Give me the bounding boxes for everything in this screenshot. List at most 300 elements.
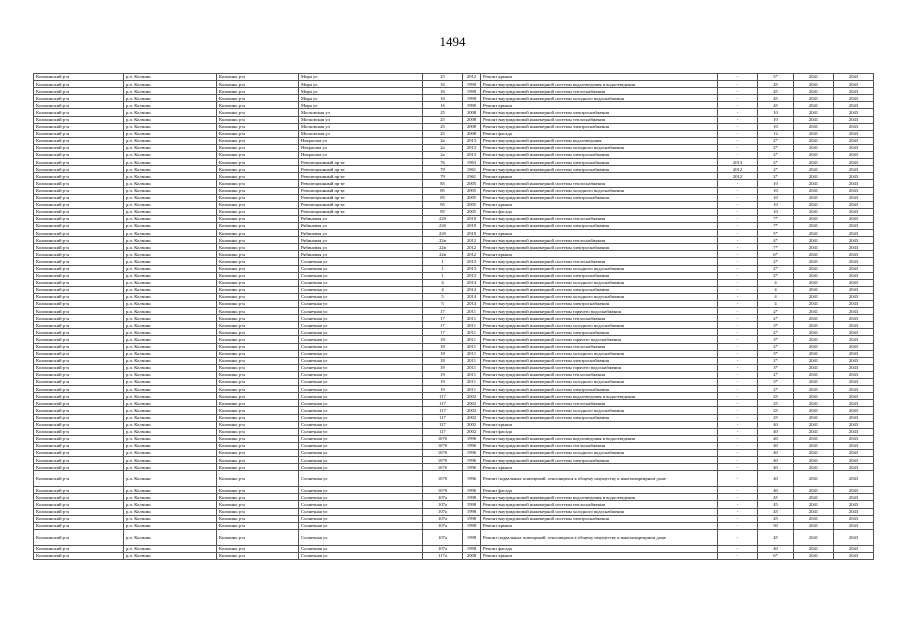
year-built-cell: 2011 xyxy=(463,357,481,364)
work-type-cell: Ремонт внутридомовой инженерной системы теплоснабжения xyxy=(481,215,718,222)
last-repair-year-cell: - xyxy=(718,386,758,393)
start-year-cell: 2041 xyxy=(794,265,834,272)
year-built-cell: 2011 xyxy=(463,315,481,322)
street-cell: Солнечная ул xyxy=(299,393,423,400)
wear-cell: 2* xyxy=(758,137,794,144)
table-row xyxy=(34,487,874,494)
last-repair-year-cell: - xyxy=(718,265,758,272)
wear-cell: 10 xyxy=(758,201,794,208)
start-year-cell: 2041 xyxy=(794,144,834,151)
house-number-cell: 5 xyxy=(423,293,463,300)
house-number-cell: 107а xyxy=(423,522,463,529)
work-type-cell: Ремонт внутридомовой инженерной системы электроснабжения xyxy=(481,159,718,166)
house-number-cell: 85 xyxy=(423,187,463,194)
table-row xyxy=(34,88,874,95)
street-cell: Солнечная ул xyxy=(299,529,423,545)
end-year-cell: 2043 xyxy=(834,343,874,350)
house-number-cell: 19 xyxy=(423,379,463,386)
wear-cell: 10 xyxy=(758,194,794,201)
last-repair-year-cell: - xyxy=(718,81,758,88)
wear-cell: 45 xyxy=(758,529,794,545)
year-built-cell: 2005 xyxy=(463,201,481,208)
wear-cell: 25 xyxy=(758,414,794,421)
street-cell: Солнечная ул xyxy=(299,301,423,308)
settlement-cell: р.п. Кольчин xyxy=(124,130,217,137)
work-type-cell: Ремонт крыши xyxy=(481,421,718,428)
settlement-cell: р.п. Кольчин xyxy=(124,194,217,201)
house-number-cell: 18 xyxy=(423,350,463,357)
street-cell: Солнечная ул xyxy=(299,364,423,371)
end-year-cell: 2043 xyxy=(834,350,874,357)
wear-cell: 50 xyxy=(758,522,794,529)
house-number-cell: 4 xyxy=(423,279,463,286)
table-row xyxy=(34,414,874,421)
start-year-cell: 2041 xyxy=(794,529,834,545)
start-year-cell: 2041 xyxy=(794,545,834,552)
wear-cell: 5* xyxy=(758,230,794,237)
start-year-cell: 2041 xyxy=(794,508,834,515)
street-cell: Солнечная ул xyxy=(299,258,423,265)
wear-cell: 3* xyxy=(758,364,794,371)
table-row xyxy=(34,152,874,159)
last-repair-year-cell: - xyxy=(718,343,758,350)
municipality-cell: Кольчинь р-н xyxy=(217,522,299,529)
last-repair-year-cell: - xyxy=(718,379,758,386)
work-type-cell: Ремонт внутридомовой инженерной системы холодного водоснабжения xyxy=(481,449,718,456)
municipality-cell: Кольчинь р-н xyxy=(217,74,299,81)
end-year-cell: 2043 xyxy=(834,442,874,449)
end-year-cell: 2043 xyxy=(834,449,874,456)
work-type-cell: Ремонт внутридомовой инженерной системы теплоснабжения xyxy=(481,315,718,322)
year-built-cell: 2013 xyxy=(463,258,481,265)
street-cell: Солнечная ул xyxy=(299,494,423,501)
wear-cell: 10 xyxy=(758,116,794,123)
end-year-cell: 2043 xyxy=(834,515,874,522)
municipality-cell: Кольчинь р-н xyxy=(217,400,299,407)
wear-cell: 3* xyxy=(758,322,794,329)
table-row xyxy=(34,315,874,322)
house-number-cell: 107б xyxy=(423,487,463,494)
wear-cell: 40 xyxy=(758,487,794,494)
work-type-cell: Ремонт крыши xyxy=(481,552,718,559)
start-year-cell: 2041 xyxy=(794,343,834,350)
municipality-cell: Кольчинь р-н xyxy=(217,265,299,272)
wear-cell: 45 xyxy=(758,501,794,508)
last-repair-year-cell: - xyxy=(718,215,758,222)
district-cell: Кольчинский р-н xyxy=(34,109,124,116)
table-row xyxy=(34,230,874,237)
municipality-cell: Кольчинь р-н xyxy=(217,244,299,251)
district-cell: Кольчинский р-н xyxy=(34,159,124,166)
wear-cell: 2* xyxy=(758,258,794,265)
house-number-cell: 107а xyxy=(423,515,463,522)
start-year-cell: 2041 xyxy=(794,435,834,442)
year-built-cell: 1998 xyxy=(463,508,481,515)
work-type-cell: Ремонт внутридомовой инженерной системы электроснабжения xyxy=(481,152,718,159)
last-repair-year-cell: - xyxy=(718,329,758,336)
year-built-cell: 2014 xyxy=(463,293,481,300)
table-row xyxy=(34,201,874,208)
street-cell: Рябиновая ул xyxy=(299,237,423,244)
year-built-cell: 2002 xyxy=(463,414,481,421)
wear-cell: 2* xyxy=(758,308,794,315)
last-repair-year-cell: - xyxy=(718,515,758,522)
municipality-cell: Кольчинь р-н xyxy=(217,357,299,364)
house-number-cell: 107б xyxy=(423,442,463,449)
start-year-cell: 2041 xyxy=(794,308,834,315)
settlement-cell: р.п. Кольчин xyxy=(124,487,217,494)
district-cell: Кольчинский р-н xyxy=(34,152,124,159)
settlement-cell: р.п. Кольчин xyxy=(124,428,217,435)
wear-cell: 2* xyxy=(758,159,794,166)
street-cell: Революционный пр-кт xyxy=(299,201,423,208)
year-built-cell: 2005 xyxy=(463,208,481,215)
last-repair-year-cell: - xyxy=(718,180,758,187)
end-year-cell: 2043 xyxy=(834,123,874,130)
municipality-cell: Кольчинь р-н xyxy=(217,222,299,229)
work-type-cell: Ремонт крыши xyxy=(481,102,718,109)
year-built-cell: 2014 xyxy=(463,279,481,286)
year-built-cell: 1998 xyxy=(463,494,481,501)
end-year-cell: 2043 xyxy=(834,308,874,315)
end-year-cell: 2043 xyxy=(834,407,874,414)
district-cell: Кольчинский р-н xyxy=(34,322,124,329)
house-number-cell: 117 xyxy=(423,407,463,414)
start-year-cell: 2041 xyxy=(794,315,834,322)
house-number-cell: 18 xyxy=(423,343,463,350)
year-built-cell: 2002 xyxy=(463,400,481,407)
last-repair-year-cell: - xyxy=(718,471,758,487)
year-built-cell: 1998 xyxy=(463,545,481,552)
wear-cell: 2* xyxy=(758,343,794,350)
municipality-cell: Кольчинь р-н xyxy=(217,194,299,201)
year-built-cell: 2002 xyxy=(463,393,481,400)
table-row xyxy=(34,494,874,501)
end-year-cell: 2043 xyxy=(834,386,874,393)
municipality-cell: Кольчинь р-н xyxy=(217,159,299,166)
last-repair-year-cell: - xyxy=(718,357,758,364)
wear-cell: 7* xyxy=(758,244,794,251)
year-built-cell: 2011 xyxy=(463,371,481,378)
table-row xyxy=(34,508,874,515)
last-repair-year-cell: - xyxy=(718,258,758,265)
year-built-cell: 2013 xyxy=(463,144,481,151)
wear-cell: 6* xyxy=(758,251,794,258)
settlement-cell: р.п. Кольчин xyxy=(124,159,217,166)
last-repair-year-cell: - xyxy=(718,286,758,293)
last-repair-year-cell: - xyxy=(718,371,758,378)
house-number-cell: 1 xyxy=(423,265,463,272)
work-type-cell: Ремонт внутридомовой инженерной системы электроснабжения xyxy=(481,272,718,279)
table-row xyxy=(34,130,874,137)
house-number-cell: 117а xyxy=(423,552,463,559)
end-year-cell: 2043 xyxy=(834,173,874,180)
house-number-cell: 17 xyxy=(423,322,463,329)
work-type-cell: Ремонт внутридомовой инженерной системы теплоснабжения xyxy=(481,258,718,265)
street-cell: Солнечная ул xyxy=(299,421,423,428)
year-built-cell: 1996 xyxy=(463,487,481,494)
table-row xyxy=(34,449,874,456)
wear-cell: 2* xyxy=(758,315,794,322)
municipality-cell: Кольчинь р-н xyxy=(217,428,299,435)
municipality-cell: Кольчинь р-н xyxy=(217,552,299,559)
start-year-cell: 2041 xyxy=(794,522,834,529)
municipality-cell: Кольчинь р-н xyxy=(217,208,299,215)
settlement-cell: р.п. Кольчин xyxy=(124,449,217,456)
end-year-cell: 2043 xyxy=(834,95,874,102)
end-year-cell: 2043 xyxy=(834,137,874,144)
table-row xyxy=(34,180,874,187)
start-year-cell: 2041 xyxy=(794,159,834,166)
municipality-cell: Кольчинь р-н xyxy=(217,393,299,400)
repair-schedule-table xyxy=(33,73,874,560)
street-cell: Мира ул xyxy=(299,81,423,88)
settlement-cell: р.п. Кольчин xyxy=(124,442,217,449)
year-built-cell: 2008 xyxy=(463,123,481,130)
wear-cell: 10 xyxy=(758,123,794,130)
start-year-cell: 2041 xyxy=(794,95,834,102)
start-year-cell: 2041 xyxy=(794,251,834,258)
wear-cell: 10 xyxy=(758,208,794,215)
last-repair-year-cell: - xyxy=(718,442,758,449)
start-year-cell: 2041 xyxy=(794,400,834,407)
start-year-cell: 2041 xyxy=(794,81,834,88)
last-repair-year-cell: - xyxy=(718,102,758,109)
last-repair-year-cell: - xyxy=(718,109,758,116)
end-year-cell: 2043 xyxy=(834,116,874,123)
work-type-cell: Ремонт фасада xyxy=(481,208,718,215)
start-year-cell: 2041 xyxy=(794,407,834,414)
settlement-cell: р.п. Кольчин xyxy=(124,244,217,251)
table-row xyxy=(34,552,874,559)
start-year-cell: 2041 xyxy=(794,487,834,494)
street-cell: Мира ул xyxy=(299,88,423,95)
street-cell: Солнечная ул xyxy=(299,449,423,456)
work-type-cell: Ремонт внутридомовой инженерной системы теплоснабжения xyxy=(481,237,718,244)
street-cell: Солнечная ул xyxy=(299,265,423,272)
municipality-cell: Кольчинь р-н xyxy=(217,173,299,180)
end-year-cell: 2043 xyxy=(834,364,874,371)
house-number-cell: 25 xyxy=(423,74,463,81)
municipality-cell: Кольчинь р-н xyxy=(217,116,299,123)
settlement-cell: р.п. Кольчин xyxy=(124,237,217,244)
table-row xyxy=(34,265,874,272)
last-repair-year-cell: - xyxy=(718,88,758,95)
end-year-cell: 2043 xyxy=(834,130,874,137)
district-cell: Кольчинский р-н xyxy=(34,102,124,109)
wear-cell: 5* xyxy=(758,74,794,81)
start-year-cell: 2041 xyxy=(794,286,834,293)
table-row xyxy=(34,371,874,378)
last-repair-year-cell: - xyxy=(718,457,758,464)
table-row xyxy=(34,251,874,258)
district-cell: Кольчинский р-н xyxy=(34,88,124,95)
district-cell: Кольчинский р-н xyxy=(34,265,124,272)
start-year-cell: 2041 xyxy=(794,116,834,123)
district-cell: Кольчинский р-н xyxy=(34,371,124,378)
work-type-cell: Ремонт внутридомовой инженерной системы электроснабжения xyxy=(481,222,718,229)
work-type-cell: Ремонт крыши xyxy=(481,230,718,237)
last-repair-year-cell: - xyxy=(718,545,758,552)
year-built-cell: 2012 xyxy=(463,244,481,251)
end-year-cell: 2043 xyxy=(834,230,874,237)
district-cell: Кольчинский р-н xyxy=(34,272,124,279)
work-type-cell: Ремонт внутридомовой инженерной системы холодного водоснабжения xyxy=(481,144,718,151)
work-type-cell: Ремонт фасада xyxy=(481,487,718,494)
work-type-cell: Ремонт внутридомовой инженерной системы электроснабжения xyxy=(481,414,718,421)
municipality-cell: Кольчинь р-н xyxy=(217,272,299,279)
wear-cell: 2* xyxy=(758,272,794,279)
municipality-cell: Кольчинь р-н xyxy=(217,230,299,237)
wear-cell: 25 xyxy=(758,407,794,414)
municipality-cell: Кольчинь р-н xyxy=(217,529,299,545)
end-year-cell: 2043 xyxy=(834,400,874,407)
municipality-cell: Кольчинь р-н xyxy=(217,421,299,428)
work-type-cell: Ремонт внутридомовой инженерной системы холодного водоснабжения xyxy=(481,508,718,515)
wear-cell: 2* xyxy=(758,265,794,272)
house-number-cell: 117 xyxy=(423,428,463,435)
municipality-cell: Кольчинь р-н xyxy=(217,81,299,88)
settlement-cell: р.п. Кольчин xyxy=(124,336,217,343)
district-cell: Кольчинский р-н xyxy=(34,301,124,308)
end-year-cell: 2043 xyxy=(834,187,874,194)
year-built-cell: 2010 xyxy=(463,222,481,229)
table-row xyxy=(34,471,874,487)
last-repair-year-cell: - xyxy=(718,421,758,428)
start-year-cell: 2041 xyxy=(794,258,834,265)
year-built-cell: 2011 xyxy=(463,329,481,336)
year-built-cell: 1990 xyxy=(463,102,481,109)
last-repair-year-cell: - xyxy=(718,187,758,194)
street-cell: Солнечная ул xyxy=(299,293,423,300)
house-number-cell: 107б xyxy=(423,435,463,442)
settlement-cell: р.п. Кольчин xyxy=(124,180,217,187)
district-cell: Кольчинский р-н xyxy=(34,258,124,265)
last-repair-year-cell: - xyxy=(718,487,758,494)
settlement-cell: р.п. Кольчин xyxy=(124,187,217,194)
house-number-cell: 16 xyxy=(423,102,463,109)
table-row xyxy=(34,208,874,215)
street-cell: Солнечная ул xyxy=(299,545,423,552)
settlement-cell: р.п. Кольчин xyxy=(124,494,217,501)
table-row xyxy=(34,272,874,279)
district-cell: Кольчинский р-н xyxy=(34,508,124,515)
start-year-cell: 2041 xyxy=(794,244,834,251)
municipality-cell: Кольчинь р-н xyxy=(217,258,299,265)
house-number-cell: 117 xyxy=(423,414,463,421)
wear-cell: 40 xyxy=(758,457,794,464)
street-cell: Мира ул xyxy=(299,95,423,102)
settlement-cell: р.п. Кольчин xyxy=(124,308,217,315)
start-year-cell: 2041 xyxy=(794,201,834,208)
house-number-cell: 19 xyxy=(423,364,463,371)
settlement-cell: р.п. Кольчин xyxy=(124,529,217,545)
work-type-cell: Ремонт внутридомовой инженерной системы электроснабжения xyxy=(481,123,718,130)
house-number-cell: 22в xyxy=(423,251,463,258)
start-year-cell: 2041 xyxy=(794,215,834,222)
street-cell: Солнечная ул xyxy=(299,379,423,386)
settlement-cell: р.п. Кольчин xyxy=(124,350,217,357)
district-cell: Кольчинский р-н xyxy=(34,137,124,144)
year-built-cell: 1998 xyxy=(463,529,481,545)
end-year-cell: 2043 xyxy=(834,279,874,286)
house-number-cell: 107б xyxy=(423,464,463,471)
table-row xyxy=(34,545,874,552)
house-number-cell: 1 xyxy=(423,272,463,279)
table-row xyxy=(34,237,874,244)
settlement-cell: р.п. Кольчин xyxy=(124,116,217,123)
work-type-cell: Ремонт внутридомовой инженерной системы электроснабжения xyxy=(481,301,718,308)
municipality-cell: Кольчинь р-н xyxy=(217,343,299,350)
wear-cell: 40 xyxy=(758,442,794,449)
table-row xyxy=(34,400,874,407)
municipality-cell: Кольчинь р-н xyxy=(217,201,299,208)
settlement-cell: р.п. Кольчин xyxy=(124,109,217,116)
table-row xyxy=(34,393,874,400)
settlement-cell: р.п. Кольчин xyxy=(124,152,217,159)
house-number-cell: 117 xyxy=(423,400,463,407)
municipality-cell: Кольчинь р-н xyxy=(217,414,299,421)
end-year-cell: 2043 xyxy=(834,329,874,336)
street-cell: Солнечная ул xyxy=(299,471,423,487)
start-year-cell: 2041 xyxy=(794,301,834,308)
start-year-cell: 2041 xyxy=(794,494,834,501)
district-cell: Кольчинский р-н xyxy=(34,74,124,81)
municipality-cell: Кольчинь р-н xyxy=(217,501,299,508)
work-type-cell: Ремонт внутридомовой инженерной системы теплоснабжения xyxy=(481,400,718,407)
year-built-cell: 2011 xyxy=(463,343,481,350)
end-year-cell: 2043 xyxy=(834,552,874,559)
last-repair-year-cell: - xyxy=(718,350,758,357)
house-number-cell: 22в xyxy=(423,237,463,244)
street-cell: Солнечная ул xyxy=(299,515,423,522)
end-year-cell: 2043 xyxy=(834,208,874,215)
year-built-cell: 1963 xyxy=(463,159,481,166)
settlement-cell: р.п. Кольчин xyxy=(124,357,217,364)
work-type-cell: Ремонт внутридомовой инженерной системы электроснабжения xyxy=(481,109,718,116)
municipality-cell: Кольчинь р-н xyxy=(217,308,299,315)
start-year-cell: 2041 xyxy=(794,350,834,357)
start-year-cell: 2041 xyxy=(794,74,834,81)
wear-cell: 45 xyxy=(758,102,794,109)
work-type-cell: Ремонт внутридомовой инженерной системы водоотведения и водоотведения xyxy=(481,393,718,400)
year-built-cell: 1996 xyxy=(463,457,481,464)
work-type-cell: Ремонт фасада xyxy=(481,130,718,137)
settlement-cell: р.п. Кольчин xyxy=(124,322,217,329)
street-cell: Солнечная ул xyxy=(299,286,423,293)
table-row xyxy=(34,522,874,529)
end-year-cell: 2043 xyxy=(834,88,874,95)
work-type-cell: Ремонт подвальных помещений, относящихся к общему имуществу в многоквартирном доме xyxy=(481,471,718,487)
district-cell: Кольчинский р-н xyxy=(34,464,124,471)
house-number-cell: 18 xyxy=(423,336,463,343)
municipality-cell: Кольчинь р-н xyxy=(217,315,299,322)
last-repair-year-cell: - xyxy=(718,130,758,137)
last-repair-year-cell: - xyxy=(718,301,758,308)
year-built-cell: 1998 xyxy=(463,501,481,508)
house-number-cell: 117 xyxy=(423,393,463,400)
table-row xyxy=(34,435,874,442)
district-cell: Кольчинский р-н xyxy=(34,251,124,258)
house-number-cell: 4 xyxy=(423,286,463,293)
municipality-cell: Кольчинь р-н xyxy=(217,407,299,414)
settlement-cell: р.п. Кольчин xyxy=(124,123,217,130)
work-type-cell: Ремонт внутридомовой инженерной системы электроснабжения xyxy=(481,515,718,522)
end-year-cell: 2043 xyxy=(834,152,874,159)
settlement-cell: р.п. Кольчин xyxy=(124,293,217,300)
street-cell: Солнечная ул xyxy=(299,501,423,508)
year-built-cell: 2012 xyxy=(463,251,481,258)
